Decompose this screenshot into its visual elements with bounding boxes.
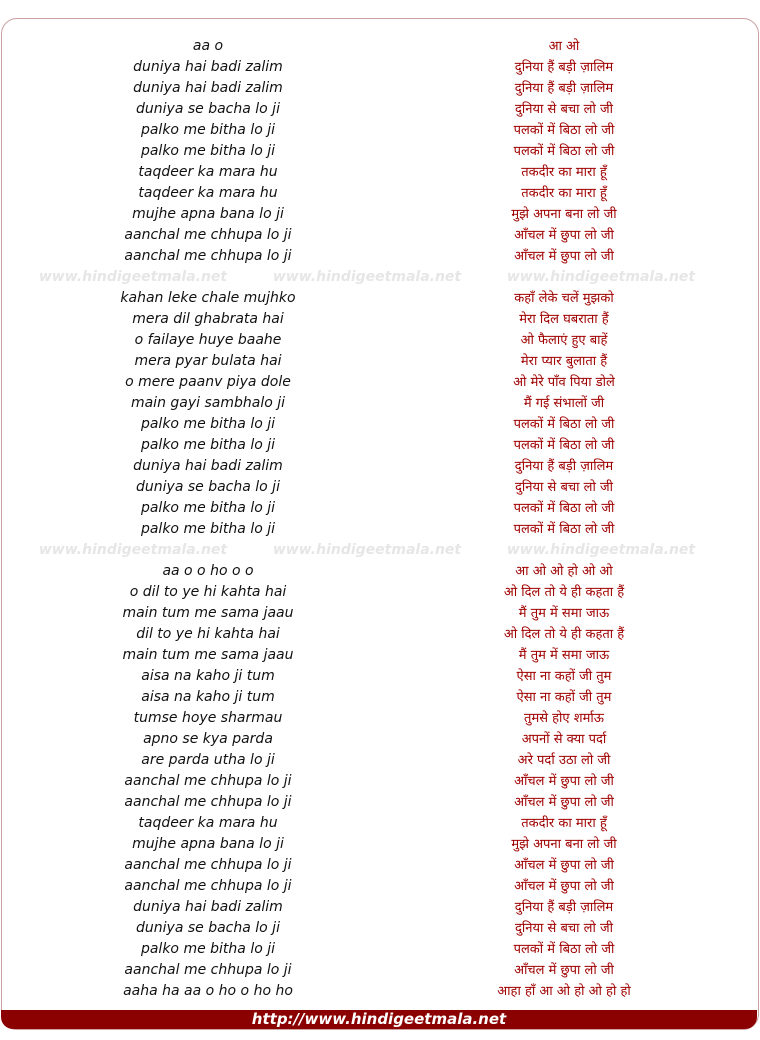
lyric-line: palko me bitha lo ji	[140, 416, 276, 432]
lyric-line: duniya hai badi zalim	[133, 80, 283, 96]
lyric-line-hindi: कहाँ लेके चलें मुझको	[514, 291, 614, 306]
lyric-line-hindi: ओ दिल तो ये ही कहता हैं	[503, 627, 625, 642]
lyric-line: taqdeer ka mara hu	[138, 164, 278, 180]
lyric-line: aaha ha aa o ho o ho ho	[123, 983, 293, 999]
lyric-line-hindi: पलकों में बिठा लो जी	[513, 942, 615, 957]
lyric-line-hindi: आँचल में छुपा लो जी	[514, 858, 614, 873]
lyric-line-hindi: दुनिया से बचा लो जी	[515, 102, 613, 117]
lyric-line: aanchal me chhupa lo ji	[124, 878, 292, 894]
watermark-text: www.hindigeetmala.net	[272, 542, 462, 558]
lyric-line: mera pyar bulata hai	[134, 353, 282, 369]
lyric-line-hindi: पलकों में बिठा लो जी	[513, 417, 615, 432]
lyric-line: mujhe apna bana lo ji	[132, 836, 284, 852]
roman-lyrics-column	[58, 36, 358, 1002]
lyric-line-hindi: ओ फैलाएं हुए बाहें	[520, 333, 608, 348]
lyric-line: dil to ye hi kahta hai	[136, 626, 280, 642]
watermark-row	[2, 267, 758, 288]
lyric-line-hindi: मुझे अपना बना लो जी	[511, 837, 617, 852]
lyric-line-hindi: पलकों में बिठा लो जी	[513, 438, 615, 453]
lyric-line-hindi: आ ओ ओ हो ओ ओ	[515, 564, 613, 579]
lyric-line-hindi: मुझे अपना बना लो जी	[511, 207, 617, 222]
lyric-line-hindi: आँचल में छुपा लो जी	[514, 879, 614, 894]
lyric-line: are parda utha lo ji	[141, 752, 275, 768]
watermark-text: www.hindigeetmala.net	[272, 269, 462, 285]
lyric-line-hindi: दुनिया हैं बड़ी ज़ालिम	[514, 900, 614, 915]
stanza-2-roman	[58, 288, 358, 540]
lyric-line: aa o o ho o o	[162, 563, 254, 579]
lyric-line-hindi: आहा हाँ आ ओ हो ओ हो हो	[497, 984, 631, 999]
lyric-line-hindi: ऐसा ना कहों जी तुम	[516, 669, 612, 684]
stanza-1-roman	[58, 36, 358, 267]
stanza-3-hindi	[414, 561, 714, 1002]
lyric-line: aanchal me chhupa lo ji	[124, 773, 292, 789]
watermark-text: www.hindigeetmala.net	[506, 269, 696, 285]
hindi-lyrics-column	[414, 36, 714, 1002]
lyric-line: duniya hai badi zalim	[133, 59, 283, 75]
lyric-line-hindi: आँचल में छुपा लो जी	[514, 228, 614, 243]
lyric-line: taqdeer ka mara hu	[138, 185, 278, 201]
stanza-1-hindi	[414, 36, 714, 267]
lyric-line-hindi: मैं तुम में समा जाऊ	[518, 648, 610, 663]
lyric-line: mera dil ghabrata hai	[132, 311, 284, 327]
lyric-line: apno se kya parda	[143, 731, 273, 747]
lyric-line: aanchal me chhupa lo ji	[124, 962, 292, 978]
lyric-line-hindi: दुनिया से बचा लो जी	[515, 480, 613, 495]
lyric-line: main tum me sama jaau	[122, 605, 294, 621]
lyric-line-hindi: आँचल में छुपा लो जी	[514, 795, 614, 810]
lyric-line: o mere paanv piya dole	[125, 374, 291, 390]
lyric-line: palko me bitha lo ji	[140, 437, 276, 453]
lyric-line-hindi: तकदीर का मारा हूँ	[521, 165, 607, 180]
lyric-line-hindi: मेरा दिल घबराता हैं	[519, 312, 609, 327]
lyric-line: main tum me sama jaau	[122, 647, 294, 663]
stanza-3-roman	[58, 561, 358, 1002]
lyric-line: taqdeer ka mara hu	[138, 815, 278, 831]
lyrics-card	[1, 18, 759, 1030]
lyric-line: duniya se bacha lo ji	[136, 101, 280, 117]
lyric-line-hindi: आ ओ	[548, 39, 580, 54]
lyric-line-hindi: पलकों में बिठा लो जी	[513, 522, 615, 537]
lyric-line: aanchal me chhupa lo ji	[124, 794, 292, 810]
watermark-row	[2, 540, 758, 561]
lyric-line-hindi: अपनों से क्या पर्दा	[521, 732, 607, 747]
lyric-line: mujhe apna bana lo ji	[132, 206, 284, 222]
lyric-line: o failaye huye baahe	[134, 332, 282, 348]
lyric-line-hindi: ओ दिल तो ये ही कहता हैं	[503, 585, 625, 600]
lyric-line: aanchal me chhupa lo ji	[124, 248, 292, 264]
lyric-line-hindi: दुनिया हैं बड़ी ज़ालिम	[514, 81, 614, 96]
lyric-line-hindi: दुनिया से बचा लो जी	[515, 921, 613, 936]
lyric-line: aisa na kaho ji tum	[141, 668, 275, 684]
lyric-line-hindi: पलकों में बिठा लो जी	[513, 123, 615, 138]
lyric-line-hindi: पलकों में बिठा लो जी	[513, 501, 615, 516]
lyric-line-hindi: मैं तुम में समा जाऊ	[518, 606, 610, 621]
lyric-line: aanchal me chhupa lo ji	[124, 857, 292, 873]
lyric-line: duniya hai badi zalim	[133, 899, 283, 915]
lyric-line-hindi: ओ मेरे पाँव पिया डोले	[513, 375, 615, 390]
lyric-line: duniya hai badi zalim	[133, 458, 283, 474]
lyric-line-hindi: आँचल में छुपा लो जी	[514, 249, 614, 264]
footer-bar	[1, 1010, 757, 1029]
lyric-line-hindi: मेरा प्यार बुलाता हैं	[520, 354, 608, 369]
lyric-line: palko me bitha lo ji	[140, 521, 276, 537]
lyric-line: kahan leke chale mujhko	[120, 290, 296, 306]
lyric-line: duniya se bacha lo ji	[136, 479, 280, 495]
lyric-line: aisa na kaho ji tum	[141, 689, 275, 705]
lyric-line-hindi: तकदीर का मारा हूँ	[521, 816, 607, 831]
lyric-line-hindi: आँचल में छुपा लो जी	[514, 774, 614, 789]
lyric-line-hindi: तकदीर का मारा हूँ	[521, 186, 607, 201]
lyric-line: palko me bitha lo ji	[140, 941, 276, 957]
watermark-text: www.hindigeetmala.net	[38, 542, 228, 558]
lyric-line: palko me bitha lo ji	[140, 143, 276, 159]
lyric-line: main gayi sambhalo ji	[130, 395, 286, 411]
watermark-text: www.hindigeetmala.net	[506, 542, 696, 558]
lyric-line-hindi: अरे पर्दा उठा लो जी	[517, 753, 611, 768]
lyric-line-hindi: पलकों में बिठा लो जी	[513, 144, 615, 159]
lyric-line: duniya se bacha lo ji	[136, 920, 280, 936]
lyric-line: aanchal me chhupa lo ji	[124, 227, 292, 243]
lyric-line: aa o	[192, 38, 224, 54]
lyric-line: tumse hoye sharmau	[133, 710, 283, 726]
lyric-line-hindi: आँचल में छुपा लो जी	[514, 963, 614, 978]
lyric-line-hindi: मैं गई संभालों जी	[523, 396, 605, 411]
lyric-line: o dil to ye hi kahta hai	[129, 584, 287, 600]
lyric-line-hindi: तुमसे होए शर्माऊ	[524, 711, 604, 726]
footer-url-link[interactable]: http://www.hindigeetmala.net	[251, 1010, 507, 1028]
lyric-line: palko me bitha lo ji	[140, 122, 276, 138]
lyric-line: palko me bitha lo ji	[140, 500, 276, 516]
stanza-2-hindi	[414, 288, 714, 540]
lyric-line-hindi: ऐसा ना कहों जी तुम	[516, 690, 612, 705]
lyric-line-hindi: दुनिया हैं बड़ी ज़ालिम	[514, 60, 614, 75]
lyric-line-hindi: दुनिया हैं बड़ी ज़ालिम	[514, 459, 614, 474]
watermark-text: www.hindigeetmala.net	[38, 269, 228, 285]
